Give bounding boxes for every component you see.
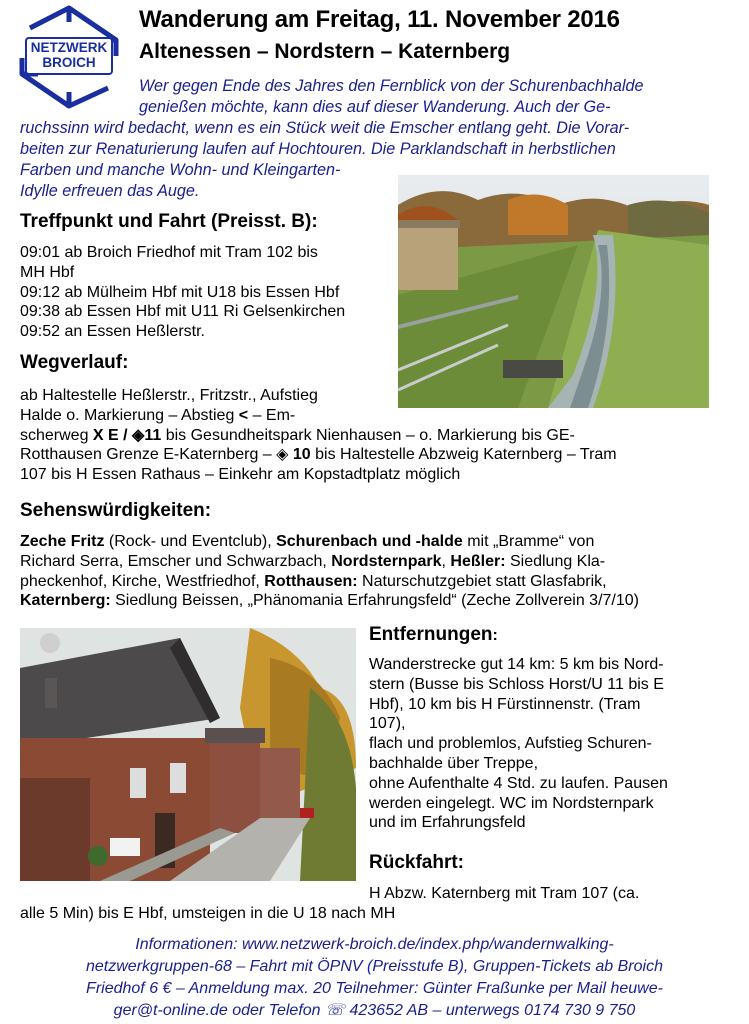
heading-text: Entfernungen [369,624,493,645]
text-span-bold: < [238,406,249,424]
text-span: scherweg [20,426,93,444]
wegverlauf-line [20,406,617,426]
text-span-bold: Schurenbach und -halde [276,533,463,550]
text-span-bold: Nordsternpark [331,552,442,570]
wegverlauf-heading: Wegverlauf: [20,352,129,373]
footer-line-1: Informationen: www.netzwerk-broich.de/index.php/wandernwalking- [135,936,614,953]
intro-line-3: ruchssinn wird bedacht, wenn es ein Stück weit die Emscher entlang geht. Die Vorar- [20,119,630,137]
entfernungen-line: bachhalde über Treppe, [369,754,539,772]
entfernungen-line: flach und problemlos, Aufstieg Schuren- [369,735,652,753]
text-span: – Em- [248,406,296,424]
intro-line-6: Idylle erfreuen das Auge. [20,182,200,200]
sehens-heading: Sehenswürdigkeiten: [20,500,212,521]
text-span: Halde o. Markierung – Abstieg [20,406,239,424]
wegverlauf-text [20,386,617,485]
intro-line-4: beiten zur Renaturierung laufen auf Hochtouren. Die Parklandschaft in herbstlichen [20,140,616,158]
treffpunkt-heading: Treffpunkt und Fahrt (Preisst. B): [20,211,318,232]
entfernungen-line: 107), [369,715,406,733]
text-span: bis Haltestelle Abzweig Katernberg – Tram [310,446,617,464]
page-subtitle: Altenessen – Nordstern – Katernberg [139,40,511,63]
text-span: Naturschutzgebiet statt Glasfabrik, [357,572,607,590]
photo-emscher-canal [398,175,709,408]
logo-line-1: NETZWERK [30,40,108,55]
footer-line-4: ger@t-online.de oder Telefon ☏ 423652 AB – unterwegs 0174 730 9 750 [113,1002,636,1019]
entfernungen-line: Hbf), 10 km bis H Fürstinnenstr. (Tram [369,695,641,713]
entfernungen-line: stern (Busse bis Schloss Horst/U 11 bis E [369,675,664,693]
sehens-line [20,572,639,592]
treffpunkt-line: 09:12 ab Mülheim Hbf mit U18 bis Essen Hbf [20,283,340,301]
text-span: (Rock- und Eventclub), [104,533,277,550]
entfernungen-line: Wanderstrecke gut 14 km: 5 km bis Nord- [369,656,664,673]
text-span-bold: Heßler: [450,552,506,570]
text-span-bold: Rotthausen: [264,572,358,590]
entfernungen-line: werden eingelegt. WC im Nordsternpark [369,794,654,812]
entfernungen-line: und im Erfahrungsfeld [369,814,526,832]
rueckfahrt-heading: Rückfahrt: [369,852,465,873]
wegverlauf-line: 107 bis H Essen Rathaus – Einkehr am Kopstadtplatz möglich [20,466,461,484]
text-span: , [441,552,451,570]
text-span-bold: Zeche Fritz [20,533,105,550]
text-span: Siedlung Beissen, „Phänomania Erfahrungsfeld“ (Zeche Zollverein 3/7/10) [110,592,639,610]
entfernungen-line: ohne Aufenthalte 4 Std. zu laufen. Pausen [369,774,668,792]
text-span: mit „Bramme“ von [462,533,595,550]
page-title: Wanderung am Freitag, 11. November 2016 [139,6,620,33]
text-span: bis Gesundheitspark Nienhausen – o. Markierung bis GE- [161,426,575,444]
treffpunkt-line: MH Hbf [20,263,75,281]
sehens-text [20,532,639,611]
text-span-bold: X E / ◈11 [92,426,162,444]
intro-line-1: Wer gegen Ende des Jahres den Fernblick von der Schurenbachhalde [139,77,644,95]
rueckfahrt-line-2: alle 5 Min) bis E Hbf, umsteigen in die U 18 nach MH [20,905,396,922]
text-span-bold: 10 [292,446,311,464]
heading-colon: : [492,627,498,644]
wegverlauf-line: ab Haltestelle Heßlerstr., Fritzstr., Aufstieg [20,387,318,404]
footer-line-3: Friedhof 6 € – Anmeldung max. 20 Teilnehmer: Günter Fraßunke per Mail heuwe- [86,980,663,997]
text-span: pheckenhof, Kirche, Westfriedhof, [20,572,265,590]
entfernungen-text [369,655,668,833]
sehens-line [20,552,639,572]
wegverlauf-line [20,445,617,465]
rueckfahrt-line-1: H Abzw. Katernberg mit Tram 107 (ca. [369,885,640,902]
text-span-bold: Katernberg: [20,592,111,610]
text-span: Siedlung Kla- [505,552,606,570]
treffpunkt-line: 09:52 an Essen Heßlerstr. [20,323,205,341]
photo-siedlung-street [20,628,356,881]
intro-line-2: genießen möchte, kann dies auf dieser Wanderung. Auch der Ge- [139,98,611,116]
treffpunkt-line: 09:38 ab Essen Hbf mit U11 Ri Gelsenkirchen [20,303,346,321]
treffpunkt-line: 09:01 ab Broich Friedhof mit Tram 102 bis [20,244,318,261]
logo-line-2: BROICH [42,55,96,70]
entfernungen-heading [369,624,498,646]
netzwerk-broich-logo [12,4,126,110]
footer-line-2: netzwerkgruppen-68 – Fahrt mit ÖPNV (Preisstufe B), Gruppen-Tickets ab Broich [86,958,663,975]
sehens-line [20,591,639,611]
logo-text [26,40,112,70]
treffpunkt-list [20,243,345,342]
text-span: Richard Serra, Emscher und Schwarzbach, [20,552,332,570]
wegverlauf-line [20,426,617,446]
text-span: Rotthausen Grenze E-Katernberg – ◈ [20,446,293,464]
sehens-line [20,532,639,552]
intro-line-5: Farben und manche Wohn- und Kleingarten- [20,161,341,179]
